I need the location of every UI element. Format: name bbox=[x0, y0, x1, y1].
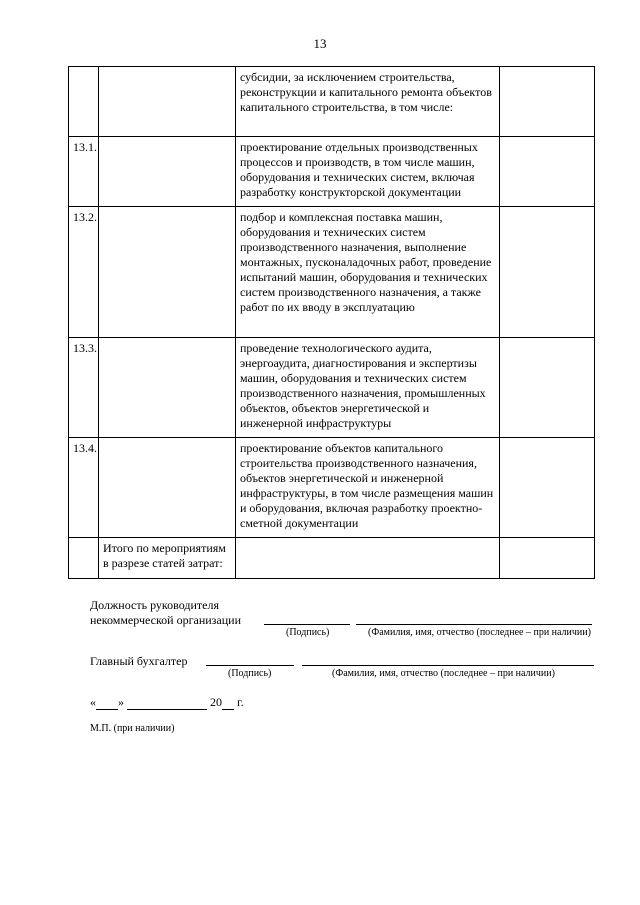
row-value bbox=[500, 538, 595, 579]
row-name bbox=[99, 207, 236, 338]
head-title bbox=[90, 598, 241, 628]
head-title-line2: некоммерческой организации bbox=[90, 613, 242, 627]
accountant-name-caption: (Фамилия, имя, отчество (последнее – при наличии) bbox=[332, 668, 555, 679]
stamp-note: М.П. (при наличии) bbox=[90, 723, 175, 734]
accountant-title: Главный бухгалтер bbox=[90, 654, 188, 668]
row-number: 13.2. bbox=[69, 207, 99, 338]
accountant-signature-field[interactable] bbox=[206, 665, 294, 666]
head-name-field[interactable] bbox=[356, 624, 592, 625]
row-description: субсидии, за исключением строительства, реконструкции и капитального ремонта объектов капитального строительства, в том числе: bbox=[236, 67, 500, 137]
row-value bbox=[500, 207, 595, 338]
accountant-signature-caption: (Подпись) bbox=[228, 668, 272, 679]
date-day-field[interactable] bbox=[96, 697, 118, 710]
row-number bbox=[69, 538, 99, 579]
table-row bbox=[69, 538, 595, 579]
row-description: проектирование объектов капитального строительства производственного назначения, объектов энергетической и инженерной инфраструктуры, в том числе размещения машин и оборудования, включая разработку проектно-сметной документации bbox=[236, 438, 500, 538]
head-signature-caption: (Подпись) bbox=[286, 627, 330, 638]
row-name bbox=[99, 438, 236, 538]
row-description: подбор и комплексная поставка машин, оборудования и технических систем производственного назначения, выполнение монтажных, пусконаладочных работ, проведение испытаний машин, оборудования и технических систем производственного назначения, а также работ по их вводу в эксплуатацию bbox=[236, 207, 500, 338]
table-row bbox=[69, 438, 595, 538]
table-row bbox=[69, 67, 595, 137]
row-description: проведение технологического аудита, энергоаудита, диагностирования и экспертизы машин, оборудования и технических систем производственного назначения, промышленных объектов, объектов энергетической и инженерной инфраструктуры bbox=[236, 338, 500, 438]
table-row bbox=[69, 338, 595, 438]
date-open-quote: « bbox=[90, 695, 96, 709]
head-title-line1: Должность руководителя bbox=[90, 598, 219, 612]
row-value bbox=[500, 438, 595, 538]
table-row bbox=[69, 207, 595, 338]
date-year-prefix: 20 bbox=[210, 695, 222, 709]
date-year-suffix: г. bbox=[237, 695, 244, 709]
date-year-field[interactable] bbox=[222, 697, 234, 710]
row-number: 13.1. bbox=[69, 137, 99, 207]
date-close-quote: » bbox=[118, 695, 124, 709]
row-number bbox=[69, 67, 99, 137]
accountant-name-field[interactable] bbox=[302, 665, 594, 666]
table-row bbox=[69, 137, 595, 207]
row-number: 13.4. bbox=[69, 438, 99, 538]
date-line bbox=[90, 695, 244, 710]
row-value bbox=[500, 338, 595, 438]
row-value bbox=[500, 67, 595, 137]
total-label: Итого по мероприятиям в разрезе статей затрат: bbox=[99, 538, 236, 579]
head-signature-field[interactable] bbox=[264, 624, 350, 625]
row-name bbox=[99, 67, 236, 137]
row-number: 13.3. bbox=[69, 338, 99, 438]
row-description bbox=[236, 538, 500, 579]
expense-table bbox=[68, 66, 595, 579]
row-name bbox=[99, 338, 236, 438]
date-month-field[interactable] bbox=[127, 697, 207, 710]
row-name bbox=[99, 137, 236, 207]
row-description: проектирование отдельных производственных процессов и производств, в том числе машин, оборудования и технических систем, включая разработку конструкторской документации bbox=[236, 137, 500, 207]
page-number: 13 bbox=[313, 36, 327, 51]
head-name-caption: (Фамилия, имя, отчество (последнее – при наличии) bbox=[368, 627, 591, 638]
row-value bbox=[500, 137, 595, 207]
